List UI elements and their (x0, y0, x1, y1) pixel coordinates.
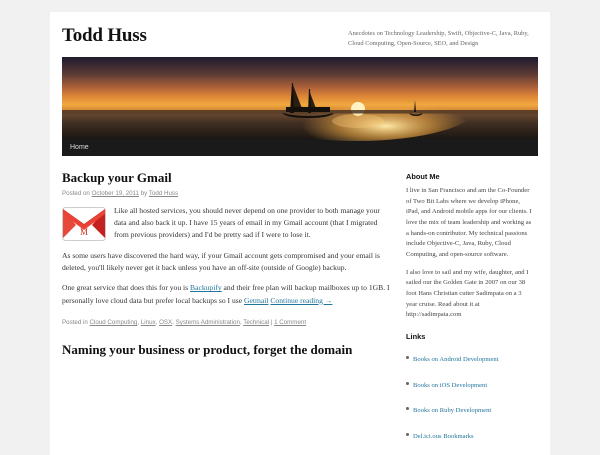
post-paragraph-2: As some users have discovered the hard way, if your Gmail account gets compromised and your email is deleted, you'll likely never get it back unless you have an off-site (outside of Google) backup. (62, 250, 380, 273)
list-item[interactable] (406, 372, 534, 394)
post-paragraph-3: One great service that does this for you is Backupify and their free plan will backup mailboxes up to 1GB. I personally love cloud data but prefer local backups so I use Getmail Continue reading → (62, 283, 390, 305)
links-list (406, 346, 534, 444)
link-books-android[interactable]: Books on Android Development (413, 355, 499, 363)
getmail-link[interactable]: Getmail (243, 295, 269, 305)
post-meta (62, 190, 392, 197)
header-banner-image (62, 57, 538, 139)
about-paragraph-2: I also love to sail and my wife, daughter, and I sailed our the Golden Gate in 2007 on our 38 foot Hans Christian cutter Sadimpata on a 3 year cruise. Read about it at http://sadimpata.com (406, 268, 529, 319)
site-description: Anecdotes on Technology Leadership, Swift, Objective-C, Java, Ruby, Cloud Computing, Open-Source, SEO, and Design (348, 30, 529, 47)
sunset-sailboat-illustration (62, 57, 538, 139)
next-post-title[interactable]: Naming your business or product, forget the domain (62, 341, 353, 357)
continue-reading-link[interactable]: Continue reading → (270, 295, 333, 305)
post-meta-by: by (140, 189, 148, 197)
svg-text:M: M (79, 226, 89, 237)
widget-title-about: About Me (406, 171, 440, 181)
post-title[interactable]: Backup your Gmail (62, 169, 172, 185)
list-item[interactable] (406, 423, 534, 445)
nav-item-home[interactable]: Home (70, 143, 89, 151)
list-item[interactable] (406, 397, 534, 419)
category-link-osx[interactable]: OSX (159, 318, 173, 326)
widget-about-me (406, 172, 534, 321)
comments-link[interactable]: 1 Comment (274, 318, 307, 326)
about-paragraph-1: I live in San Francisco and am the Co-Founder of Two Bit Labs where we develop iPhone, iPad, and Android mobile apps for our clients. I love the mix of team leadership and working as a hands-on contributor. My technical passions include Objective-C, Java, Ruby, Cloud Computing, and open-source software. (406, 186, 532, 258)
site-header (62, 22, 538, 57)
main-navigation[interactable] (62, 139, 538, 156)
sidebar (406, 170, 534, 455)
backupify-link[interactable]: Backupify (190, 283, 222, 293)
body-columns (62, 156, 538, 455)
category-link-linux[interactable]: Linux (140, 318, 156, 326)
main-content (62, 170, 392, 455)
post-author-link[interactable]: Todd Huss (148, 189, 179, 197)
post-body (62, 205, 392, 307)
list-item[interactable] (406, 346, 534, 368)
link-books-ios[interactable]: Books on iOS Development (413, 381, 488, 389)
about-body (406, 186, 534, 321)
category-link-cloud-computing[interactable]: Cloud Computing (89, 318, 138, 326)
category-link-technical[interactable]: Technical (243, 318, 270, 326)
link-delicious-bookmarks[interactable]: Del.ici.ous Bookmarks (413, 432, 474, 440)
post-meta-prefix: Posted on (62, 189, 90, 197)
post-date-link[interactable]: October 19, 2011 (91, 189, 139, 197)
widget-title-links: Links (406, 331, 426, 341)
widget-links (406, 332, 534, 444)
gmail-envelope-icon (62, 207, 106, 241)
category-link-sysadmin[interactable]: Systems Administration (175, 318, 240, 326)
post-footer: Posted in Cloud Computing, Linux, OSX, Systems Administration, Technical | 1 Comment (62, 318, 307, 326)
link-books-ruby[interactable]: Books on Ruby Development (413, 407, 492, 415)
post-footer-prefix: Posted in (62, 318, 88, 326)
site-title[interactable]: Todd Huss (62, 25, 147, 46)
post-paragraph-1: Like all hosted services, you should never depend on one provider to both manage your data and also back it up. I have 15 years of email in my Gmail account (that I migrated from previous providers) and I'd be pretty sad if I were to lose it. (114, 205, 380, 240)
site-container (50, 12, 550, 455)
